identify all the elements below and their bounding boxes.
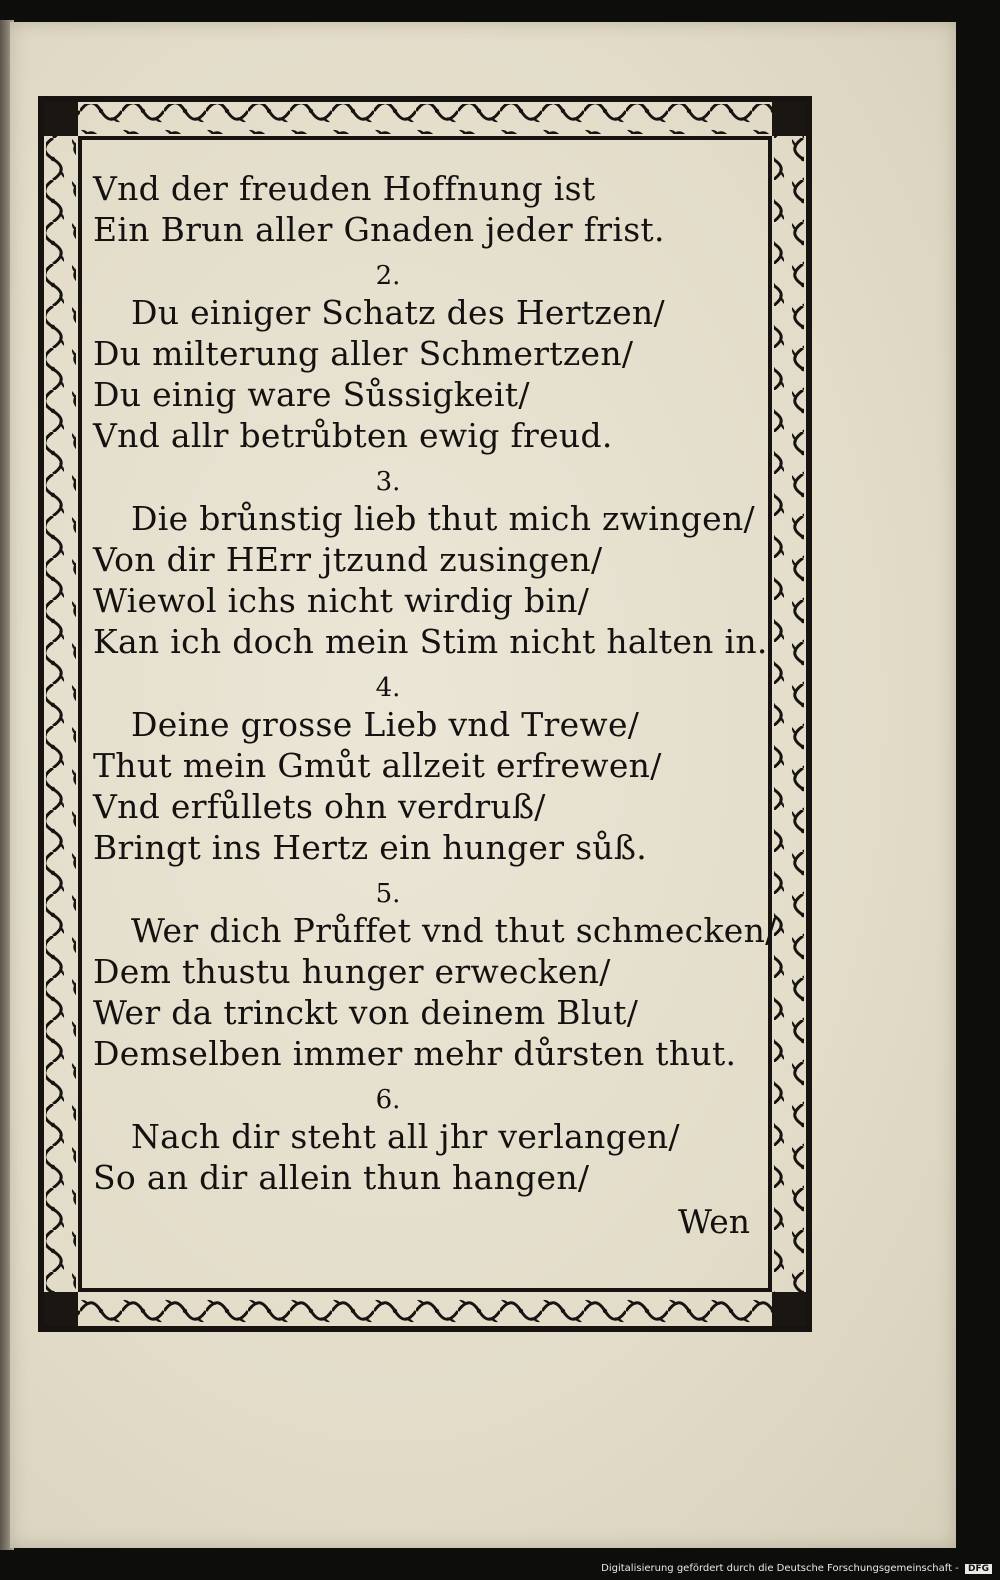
verse-line: Du einig ware Sůssigkeit/ xyxy=(93,375,530,414)
verse-line: Demselben immer mehr důrsten thut. xyxy=(93,1034,737,1073)
stanza-number: 6. xyxy=(375,1085,401,1115)
credit-text: Digitalisierung gefördert durch die Deutsche Forschungsgemeinschaft - xyxy=(601,1563,959,1574)
verse-line: Von dir HErr jtzund zusingen/ xyxy=(93,540,603,579)
verse-line: Vnd erfůllets ohn verdruß/ xyxy=(93,787,546,826)
stanza-number: 4. xyxy=(375,673,401,703)
verse-line: Ein Brun aller Gnaden jeder frist. xyxy=(93,210,665,249)
stanza-3 xyxy=(93,466,773,662)
stanza-number: 2. xyxy=(375,261,401,291)
verse-line: Vnd allr betrůbten ewig freud. xyxy=(93,416,613,455)
stanza-5 xyxy=(93,878,777,1074)
verse-line: Bringt ins Hertz ein hunger sůß. xyxy=(93,828,647,867)
stanza-4 xyxy=(93,672,773,868)
digitization-credit xyxy=(601,1563,992,1574)
stanza-6 xyxy=(93,1084,773,1198)
verse-line: Nach dir steht all jhr verlangen/ xyxy=(131,1117,680,1156)
verse-line: Die brůnstig lieb thut mich zwingen/ xyxy=(131,499,755,538)
verse-line: Thut mein Gmůt allzeit erfrewen/ xyxy=(93,746,662,785)
verse-line: Dem thustu hunger erwecken/ xyxy=(93,952,611,991)
stanza-number: 5. xyxy=(375,879,401,909)
stanza-number: 3. xyxy=(375,467,401,497)
verse-line: Wer da trinckt von deinem Blut/ xyxy=(93,993,639,1032)
verse-line: Vnd der freuden Hoffnung ist xyxy=(93,169,596,208)
verse-line: Deine grosse Lieb vnd Trewe/ xyxy=(131,705,640,744)
dfg-logo: DFG xyxy=(965,1564,992,1574)
verse-line: Kan ich doch mein Stim nicht halten in. xyxy=(93,622,768,661)
verse-line: Wiewol ichs nicht wirdig bin/ xyxy=(93,581,590,620)
verse-line: So an dir allein thun hangen/ xyxy=(93,1158,590,1197)
verse-line: Du einiger Schatz des Hertzen/ xyxy=(131,293,665,332)
poem-text xyxy=(93,168,777,1204)
stanza-2 xyxy=(93,260,773,456)
verse-line: Wer dich Průffet vnd thut schmecken/ xyxy=(131,911,777,950)
catchword: Wen xyxy=(678,1202,751,1241)
opening-lines xyxy=(93,168,773,250)
verse-line: Du milterung aller Schmertzen/ xyxy=(93,334,634,373)
